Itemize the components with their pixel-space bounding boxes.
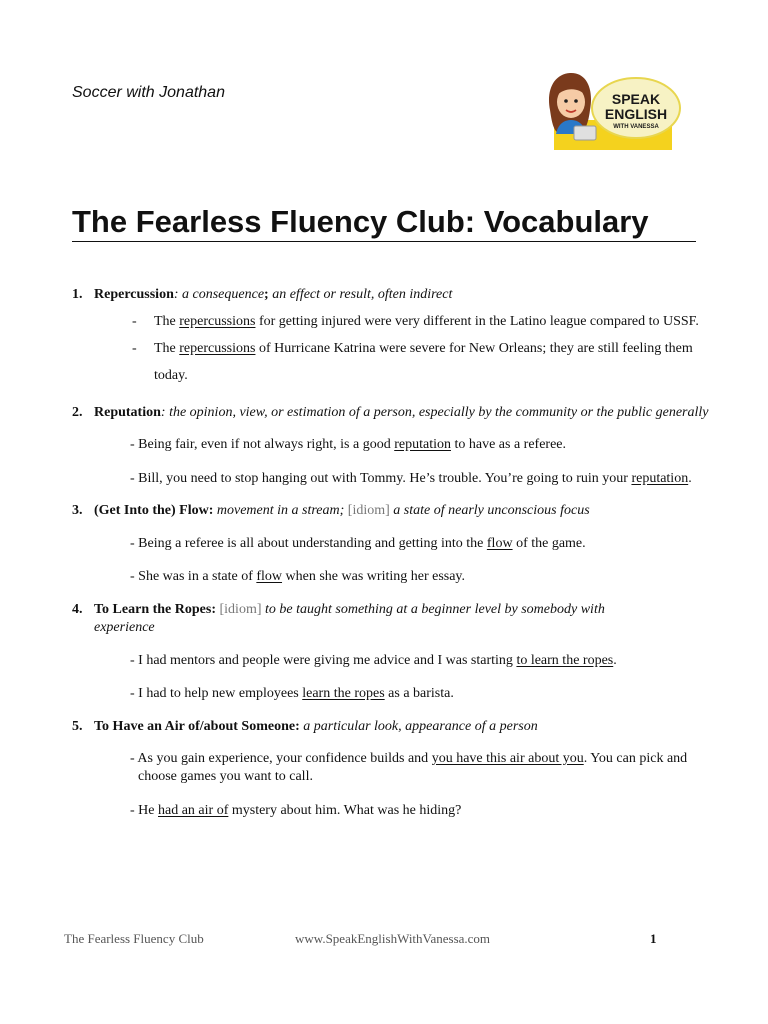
term-number: 5.: [72, 719, 83, 734]
term-heading: [72, 601, 634, 637]
example-sentence: - As you gain experience, your confidence builds and you have this air about you. You can pick and choose games you want to call.: [130, 751, 688, 784]
term-definition: : the opinion, view, or estimation of a person, especially by the community or the public generally: [160, 405, 709, 420]
example-sentence: - I had to help new employees learn the ropes as a barista.: [130, 686, 454, 701]
example-dash: -: [132, 341, 137, 356]
term-number: 1.: [72, 287, 83, 302]
vocab-word-underlined: learn the ropes: [302, 686, 385, 701]
vocab-word-underlined: you have this air about you: [431, 751, 584, 766]
example-sentence: - He had an air of mystery about him. What was he hiding?: [130, 803, 462, 818]
vocab-word-underlined: flow: [256, 569, 283, 584]
term-word: Repercussion: [94, 287, 174, 302]
vocab-word-underlined: reputation: [394, 437, 451, 452]
vocab-word-underlined: flow: [486, 536, 513, 551]
term-definition: to be taught something at a beginner level by somebody with experience: [94, 602, 605, 635]
term-item: [72, 502, 712, 586]
term-separator: ;: [264, 287, 269, 302]
idiom-tag: [idiom]: [216, 602, 262, 617]
example-sentence: - The repercussions for getting injured were very different in the Latino league compared to USSF.: [72, 308, 712, 335]
term-item: [72, 718, 712, 820]
term-number: 4.: [72, 602, 83, 617]
term-item: [72, 286, 712, 389]
example-dash: -: [132, 314, 137, 329]
example-sentence: - The repercussions of Hurricane Katrina were severe for New Orleans; they are still feeling them today.: [72, 335, 712, 389]
term-definition-extra: an effect or result, often indirect: [268, 287, 453, 302]
speak-english-logo: [544, 70, 682, 152]
term-definition: : a consequence: [173, 287, 265, 302]
term-word: (Get Into the) Flow:: [94, 503, 214, 518]
document-subtitle: Soccer with Jonathan: [72, 84, 225, 101]
term-item: [72, 404, 712, 488]
vocab-word-underlined: repercussions: [179, 314, 256, 329]
term-word: To Learn the Ropes:: [94, 602, 216, 617]
term-definition: movement in a stream;: [213, 503, 345, 518]
term-definition: a particular look, appearance of a person: [299, 719, 538, 734]
vocabulary-list: [72, 286, 712, 820]
term-word: To Have an Air of/about Someone:: [94, 719, 300, 734]
footer-website: www.SpeakEnglishWithVanessa.com: [295, 931, 491, 946]
example-sentence: - Bill, you need to stop hanging out with Tommy. He’s trouble. You’re going to ruin your reputation.: [130, 471, 692, 486]
example-sentence: - She was in a state of flow when she was writing her essay.: [130, 569, 466, 584]
vocab-word-underlined: to learn the ropes: [516, 653, 614, 668]
term-heading: [72, 404, 712, 422]
idiom-tag: [idiom]: [344, 503, 390, 518]
term-heading: [72, 502, 712, 520]
footer-page-number: 1: [650, 931, 657, 946]
example-sentence: - Being a referee is all about understanding and getting into the flow of the game.: [130, 536, 586, 551]
vocab-word-underlined: repercussions: [179, 341, 256, 356]
term-heading: [72, 718, 712, 736]
vocab-word-underlined: reputation: [631, 471, 689, 486]
term-item: [72, 601, 712, 703]
term-number: 3.: [72, 503, 83, 518]
page-title: The Fearless Fluency Club: Vocabulary: [72, 203, 696, 242]
vocab-word-underlined: had an air of: [158, 803, 229, 818]
footer-club-name: The Fearless Fluency Club: [64, 931, 204, 946]
term-definition-extra: a state of nearly unconscious focus: [389, 503, 590, 518]
term-number: 2.: [72, 405, 83, 420]
term-heading: [72, 286, 712, 304]
logo-line3: WITH VANESSA: [613, 124, 659, 130]
example-sentence: - Being fair, even if not always right, is a good reputation to have as a referee.: [130, 437, 567, 452]
example-sentence: - I had mentors and people were giving me advice and I was starting to learn the ropes.: [130, 653, 617, 668]
logo-line1: SPEAK: [611, 91, 661, 107]
logo-line2: ENGLISH: [604, 106, 668, 122]
term-word: Reputation: [94, 405, 161, 420]
